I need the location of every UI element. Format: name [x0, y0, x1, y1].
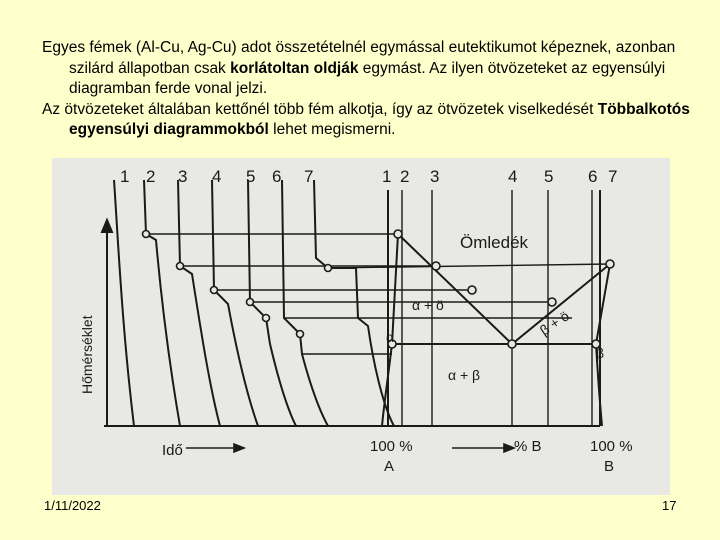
footer-date: 1/11/2022 — [44, 498, 101, 513]
region-beta-label: β — [596, 345, 605, 361]
composition-axis-label: % B — [514, 438, 542, 455]
component-b-label: B — [604, 458, 615, 475]
composition-number: 2 — [400, 167, 410, 186]
region-liquid-label: Ömledék — [460, 233, 529, 252]
region-alpha-liquid-label: α + ö — [412, 297, 444, 313]
component-b-percent: 100 % — [590, 438, 633, 455]
composition-number: 1 — [382, 167, 392, 186]
phase-point — [468, 286, 476, 294]
component-a-percent: 100 % — [370, 438, 413, 455]
time-axis-label: Idő — [162, 442, 183, 459]
paragraph-multicomponent — [42, 100, 692, 141]
paragraph2-bold: Többalkotós egyensúlyi diagrammokból — [69, 100, 690, 138]
paragraph-eutectic — [42, 38, 692, 100]
eutectic-point — [508, 340, 516, 348]
y-axis-label: Hőmérséklet — [79, 315, 95, 394]
phase-point — [394, 230, 402, 238]
cooling-number: 6 — [272, 167, 282, 186]
paragraph2-text-post: lehet megismerni. — [268, 121, 396, 138]
component-a-label: A — [384, 458, 395, 475]
cooling-number: 4 — [212, 167, 222, 186]
cooling-number: 7 — [304, 167, 314, 186]
cooling-number: 3 — [178, 167, 188, 186]
transition-point — [177, 263, 184, 270]
region-alpha-beta-label: α + β — [448, 367, 481, 383]
composition-number: 7 — [608, 167, 618, 186]
cooling-number: 2 — [146, 167, 156, 186]
footer-page-number: 17 — [662, 498, 677, 513]
region-alpha-label: α — [386, 329, 395, 345]
paragraph1-text-pre: Egyes fémek (Al-Cu, Ag-Cu) adot összetételnél egymással eutektikumot képeznek, azonban szilárd állapotban csak — [42, 39, 676, 77]
cooling-number: 5 — [246, 167, 256, 186]
composition-number: 4 — [508, 167, 518, 186]
phase-point — [548, 298, 556, 306]
region-beta-liquid-label: β + ö — [536, 307, 573, 339]
cooling-number: 1 — [120, 167, 130, 186]
phase-point — [432, 262, 440, 270]
phase-diagram-figure — [52, 158, 670, 495]
transition-point — [143, 231, 150, 238]
transition-point — [211, 287, 218, 294]
phase-diagram-svg — [52, 158, 670, 495]
composition-number: 6 — [588, 167, 598, 186]
slide-text — [42, 38, 692, 141]
composition-number: 3 — [430, 167, 440, 186]
composition-number: 5 — [544, 167, 554, 186]
paragraph2-text-pre: Az ötvözeteket általában kettőnél több fém alkotja, így az ötvözetek viselkedését — [42, 100, 598, 118]
transition-point — [247, 299, 254, 306]
transition-point — [325, 265, 332, 272]
transition-point — [297, 331, 304, 338]
paragraph1-text-post: egymást. Az ilyen ötvözeteket az egyensúlyi diagramban ferde vonal jelzi. — [69, 59, 666, 97]
paragraph1-bold: korlátoltan oldják — [230, 59, 359, 77]
phase-point — [606, 260, 614, 268]
transition-point — [263, 315, 270, 322]
